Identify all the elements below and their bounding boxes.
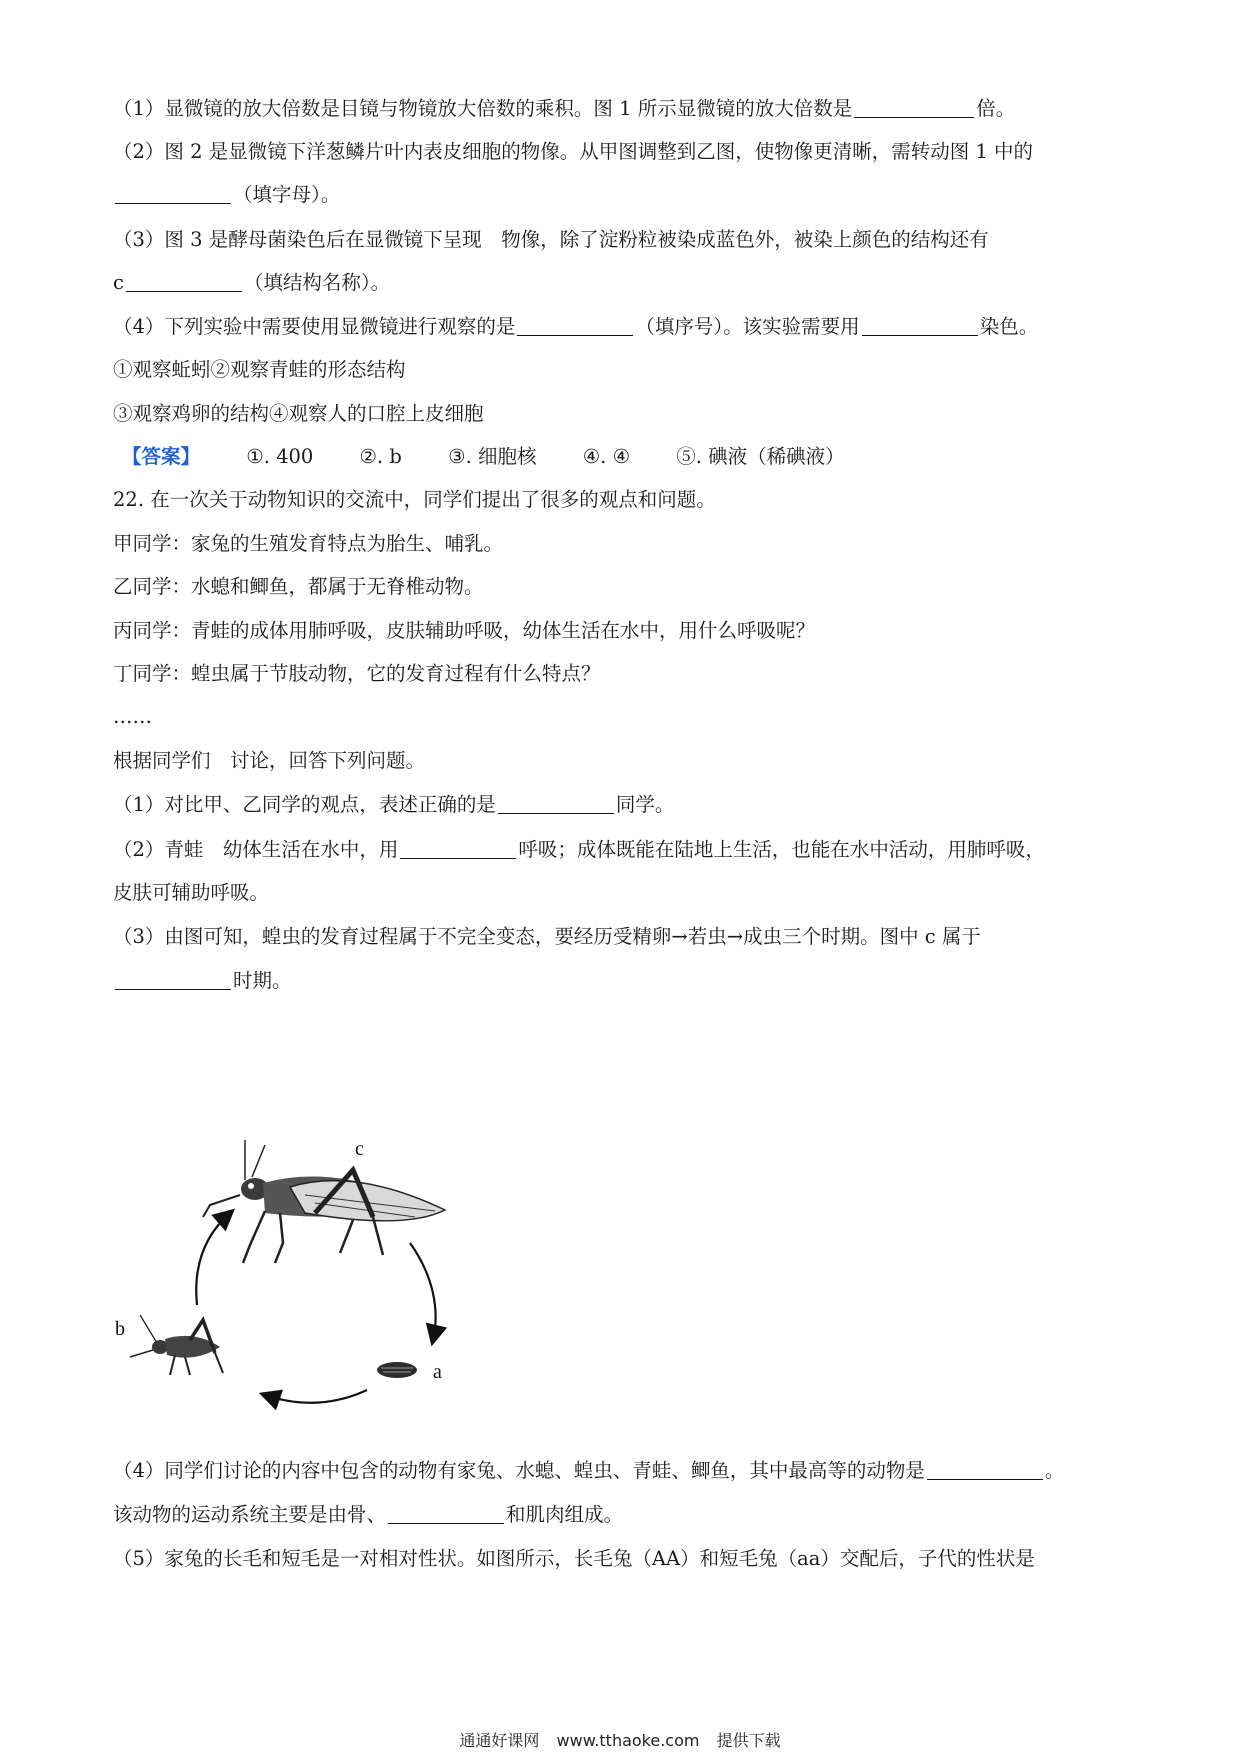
q21-part3-suffix: （填结构名称）。	[243, 271, 391, 294]
figure-label-a: a	[433, 1361, 442, 1383]
q21-part2-suffix: （填字母）。	[233, 183, 341, 206]
q22-part4	[113, 1457, 1064, 1485]
answer-item: ③. 细胞核	[448, 445, 537, 468]
q22-part2-text: （2）青蛙 幼体生活在水中，用	[113, 838, 399, 861]
answer-line	[122, 443, 845, 471]
page-footer	[0, 1728, 1240, 1751]
q22-statement-ding: 丁同学：蝗虫属于节肢动物，它的发育过程有什么特点？	[113, 662, 601, 685]
answer-blank[interactable]	[498, 793, 614, 814]
q22-part1-suffix: 同学。	[615, 793, 675, 816]
q22-statement-jia: 甲同学：家兔的生殖发育特点为胎生、哺乳。	[113, 532, 504, 555]
answer-blank[interactable]	[126, 271, 242, 292]
q21-part3-label-c: c	[113, 271, 124, 294]
footer-site: 通通好课网	[459, 1731, 540, 1750]
q22-title: 22. 在一次关于动物知识的交流中，同学们提出了很多的观点和问题。	[113, 488, 716, 511]
q21-part2-cont	[113, 181, 340, 209]
q21-part4-suffix: 染色。	[979, 315, 1039, 338]
q22-part3-suffix: 时期。	[233, 969, 292, 992]
q22-statement-bing: 丙同学：青蛙的成体用肺呼吸，皮肤辅助呼吸，幼体生活在水中，用什么呼吸呢？	[113, 619, 816, 642]
q22-part2-cont: 皮肤可辅助呼吸。	[113, 881, 270, 904]
locust-lifecycle-figure	[115, 1125, 475, 1415]
q22-part4-suffix: 。	[1044, 1459, 1065, 1482]
q22-prompt: 根据同学们 讨论，回答下列问题。	[113, 749, 426, 772]
q22-part1-text: （1）对比甲、乙同学的观点，表述正确的是	[113, 793, 496, 816]
q21-part2	[113, 138, 1033, 166]
q22-ellipsis: ……	[113, 705, 152, 728]
q21-part1	[113, 95, 1015, 123]
figure-label-b: b	[115, 1318, 125, 1340]
q22-part3-cont	[113, 967, 292, 995]
answer-blank[interactable]	[517, 315, 633, 336]
figure-label-c: c	[355, 1138, 364, 1160]
q22-part1	[113, 791, 674, 819]
q22-part3	[113, 923, 981, 951]
answer-blank[interactable]	[115, 969, 231, 990]
answer-blank[interactable]	[115, 183, 231, 204]
answer-item: ⑤. 碘液（稀碘液）	[676, 445, 845, 468]
answer-blank[interactable]	[400, 838, 516, 859]
arrow-a-to-b	[265, 1390, 367, 1403]
q22-statement-yi: 乙同学：水螅和鲫鱼，都属于无脊椎动物。	[113, 575, 484, 598]
answer-item: ④. ④	[582, 445, 631, 468]
q22-part4-cont-text: 该动物的运动系统主要是由骨、	[113, 1503, 387, 1526]
q21-part3-text: （3）图 3 是酵母菌染色后在显微镜下呈现 物像，除了淀粉粒被染成蓝色外，被染上颜色的结构还有	[113, 228, 989, 251]
answer-blank[interactable]	[854, 97, 974, 118]
answer-tag: 【答案】	[122, 445, 201, 468]
arrow-b-to-c	[196, 1213, 230, 1305]
q21-part2-text: （2）图 2 是显微镜下洋葱鳞片叶内表皮细胞的物像。从甲图调整到乙图，使物像更清晰，需转动图 1 中的	[113, 140, 1034, 163]
q21-part3-cont	[113, 269, 390, 297]
q21-part1-suffix: 倍。	[976, 97, 1016, 120]
q22-part2	[113, 836, 1045, 864]
q22-part4-text: （4）同学们讨论的内容中包含的动物有家兔、水螅、蝗虫、青蛙、鲫鱼，其中最高等的动物是	[113, 1459, 925, 1482]
adult-locust-drawing	[203, 1140, 445, 1263]
arrow-c-to-a	[410, 1243, 436, 1340]
q21-part4-text: （4）下列实验中需要使用显微镜进行观察的是	[113, 315, 516, 338]
q22-part4-cont	[113, 1501, 623, 1529]
q21-options-2: ③观察鸡卵的结构④观察人的口腔上皮细胞	[113, 402, 484, 425]
q21-part1-text: （1）显微镜的放大倍数是目镜与物镜放大倍数的乘积。图 1 所示显微镜的放大倍数是	[113, 97, 853, 120]
nymph-locust-drawing	[130, 1315, 223, 1375]
answer-item: ①. 400	[246, 445, 314, 468]
answer-blank[interactable]	[388, 1503, 504, 1524]
q22-part3-text: （3）由图可知，蝗虫的发育过程属于不完全变态，要经历受精卵→若虫→成虫三个时期。图中 c 属于	[113, 925, 981, 948]
q21-part4	[113, 313, 1038, 341]
footer-url[interactable]: www.tthaoke.com	[556, 1731, 700, 1750]
q21-part3	[113, 226, 989, 254]
footer-note: 提供下载	[716, 1731, 781, 1750]
q21-part4-mid: （填序号）。该实验需要用	[635, 315, 860, 338]
q22-part4-cont-suffix: 和肌肉组成。	[506, 1503, 624, 1526]
q22-part5: （5）家兔的长毛和短毛是一对相对性状。如图所示，长毛兔（AA）和短毛兔（aa）交配后，子代的性状是	[113, 1547, 1035, 1570]
answer-blank[interactable]	[862, 315, 978, 336]
q21-options-1: ①观察蚯蚓②观察青蛙的形态结构	[113, 358, 406, 381]
answer-item: ②. b	[359, 445, 402, 468]
egg-drawing	[377, 1362, 417, 1378]
answer-blank[interactable]	[927, 1459, 1043, 1480]
q22-part2-mid: 呼吸；成体既能在陆地上生活，也能在水中活动，用肺呼吸，	[518, 838, 1045, 861]
